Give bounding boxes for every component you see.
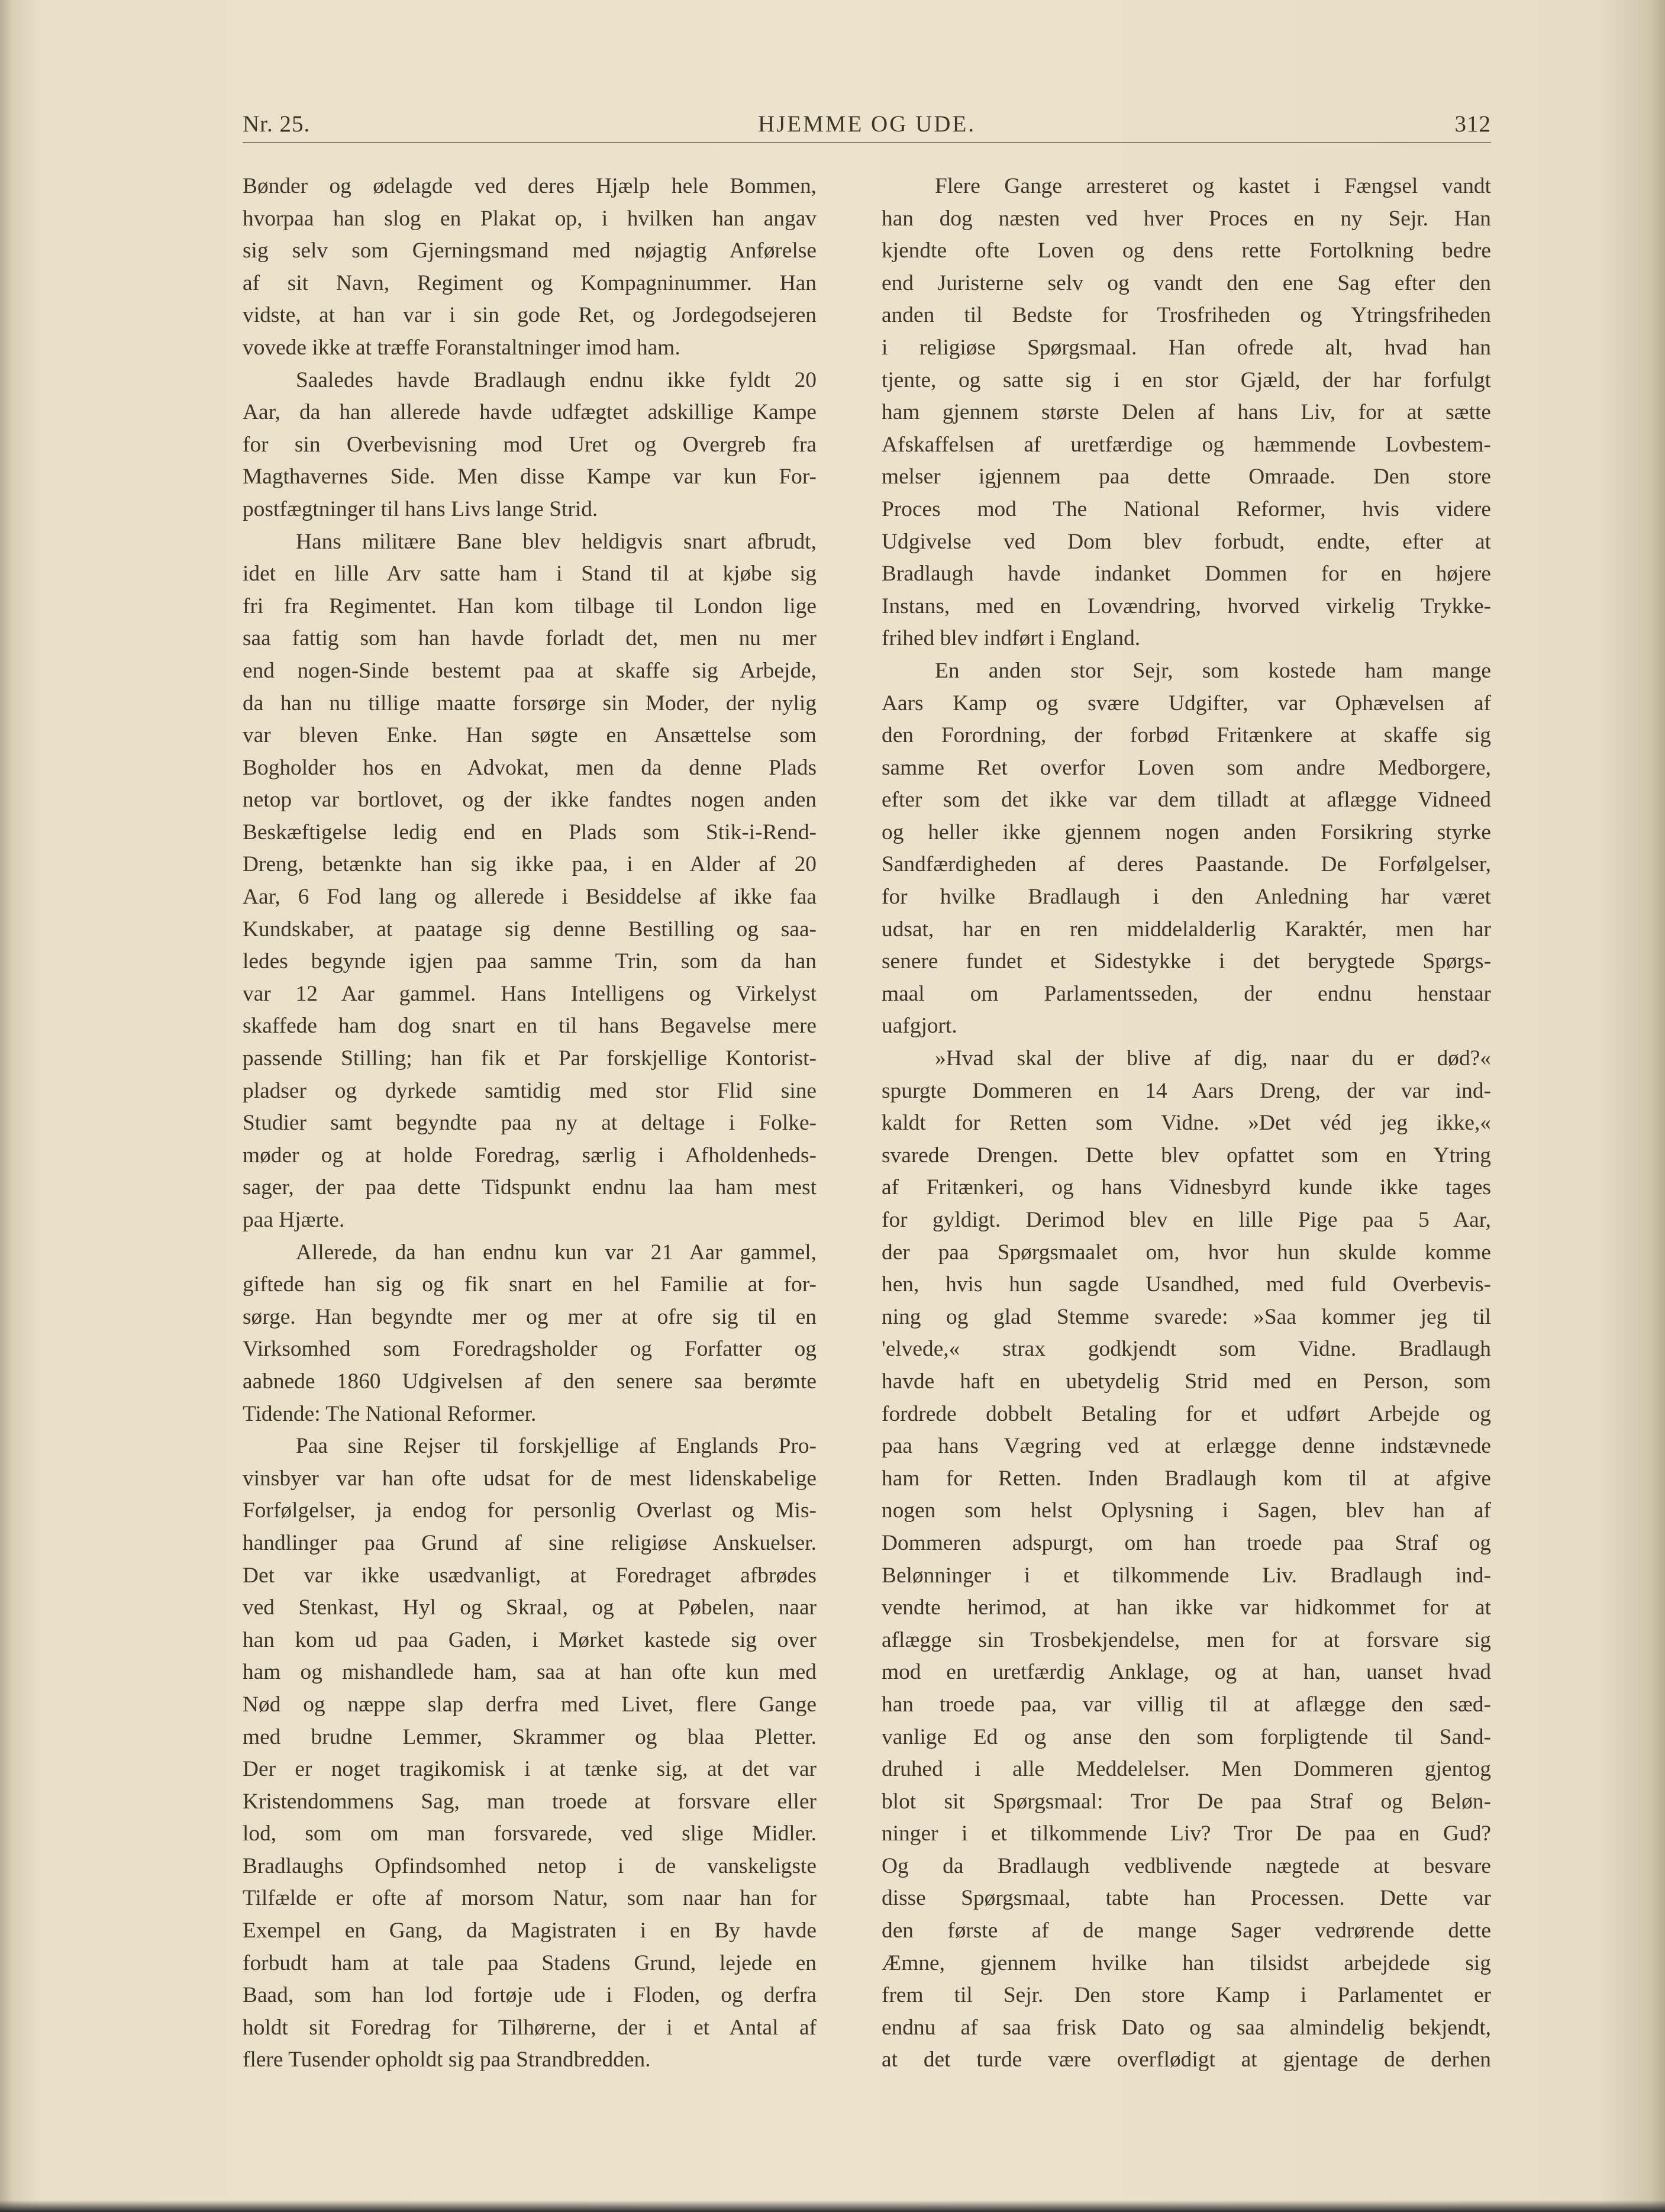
text-line: idet en lille Arv satte ham i Stand til at kjøbe sig — [243, 562, 817, 586]
text-line: pladser og dyrkede samtidig med stor Flid sine — [243, 1078, 817, 1103]
text-line: end nogen-Sinde bestemt paa at skaffe sig Arbejde, — [243, 658, 817, 683]
text-line: Udgivelse ved Dom blev forbudt, endte, efter at — [882, 529, 1491, 554]
text-line: Sandfærdigheden af deres Paastande. De Forfølgelser, — [882, 852, 1491, 877]
text-line: Bradlaughs Opfindsomhed netop i de vanskeligste — [243, 1853, 817, 1878]
text-line: for gyldigt. Derimod blev en lille Pige paa 5 Aar, — [882, 1208, 1491, 1232]
text-line: nogen som helst Oplysning i Sagen, blev han af — [882, 1498, 1491, 1523]
text-line: med brudne Lemmer, Skrammer og blaa Pletter. — [243, 1724, 817, 1749]
text-line: aflægge sin Trosbekjendelse, men for at forsvare sig — [882, 1627, 1491, 1652]
text-line: Nød og næppe slap derfra med Livet, flere Gange — [243, 1692, 817, 1717]
text-line: Dreng, betænkte han sig ikke paa, i en Alder af 20 — [243, 852, 817, 877]
text-line: var bleven Enke. Han søgte en Ansættelse som — [243, 723, 817, 748]
text-line: Flere Gange arresteret og kastet i Fængsel vandt — [935, 174, 1491, 198]
text-line: end Juristerne selv og vandt den ene Sag efter den — [882, 270, 1491, 295]
text-line: Aars Kamp og svære Udgifter, var Ophævelsen af — [882, 691, 1491, 715]
text-line: efter som det ikke var dem tilladt at aflægge Vidneed — [882, 788, 1491, 812]
text-line: Dommeren adspurgt, om han troede paa Straf og — [882, 1530, 1491, 1555]
text-line: Og da Bradlaugh vedblivende nægtede at besvare — [882, 1853, 1491, 1878]
text-line: Magthavernes Side. Men disse Kampe var kun For- — [243, 465, 817, 489]
text-line: Kundskaber, at paatage sig denne Bestilling og saa- — [243, 917, 817, 941]
text-line: var 12 Aar gammel. Hans Intelligens og Virkelyst — [243, 981, 817, 1006]
text-line: passende Stilling; han fik et Par forskjellige Kontorist- — [243, 1046, 817, 1071]
right-column — [882, 170, 1491, 2076]
text-line: maal om Parlamentsseden, der endnu henstaar — [882, 981, 1491, 1006]
text-line: vinsbyer var han ofte udsat for de mest lidenskabelige — [243, 1466, 817, 1491]
text-line: uafgjort. — [882, 1014, 957, 1039]
text-line: sig selv som Gjerningsmand med nøjagtig Anførelse — [243, 238, 817, 263]
text-line: Tidende: The National Reformer. — [243, 1401, 537, 1426]
text-line: for sin Overbevisning mod Uret og Overgreb fra — [243, 432, 817, 457]
text-line: af Fritænkeri, og hans Vidnesbyrd kunde ikke tages — [882, 1175, 1491, 1200]
text-line: udsat, har en ren middelalderlig Karaktér, men har — [882, 917, 1491, 941]
text-line: frihed blev indført i England. — [882, 626, 1141, 651]
text-line: disse Spørgsmaal, tabte han Processen. Dette var — [882, 1886, 1491, 1911]
text-line: Aar, 6 Fod lang og allerede i Besiddelse af ikke faa — [243, 885, 817, 910]
text-line: vidste, at han var i sin gode Ret, og Jordegodsejeren — [243, 303, 817, 328]
text-line: der paa Spørgsmaalet om, hvor hun skulde komme — [882, 1240, 1491, 1265]
issue-number: Nr. 25. — [243, 111, 311, 137]
text-line: postfægtninger til hans Livs lange Strid. — [243, 496, 598, 521]
text-line: møder og at holde Foredrag, særlig i Afholdenheds- — [243, 1143, 817, 1168]
text-line: ved Stenkast, Hyl og Skraal, og at Pøbelen, naar — [243, 1595, 817, 1620]
text-line: blot sit Spørgsmaal: Tror De paa Straf og Beløn- — [882, 1789, 1491, 1814]
text-line: Der er noget tragikomisk i at tænke sig, at det var — [243, 1757, 817, 1782]
page-bottom-edge — [0, 2200, 1665, 2212]
text-line: Bogholder hos en Advokat, men da denne Plads — [243, 755, 817, 780]
text-line: vendte herimod, at han ikke var hidkommet for at — [882, 1595, 1491, 1620]
text-line: Studier samt begyndte paa ny at deltage i Folke- — [243, 1111, 817, 1136]
left-column — [243, 170, 817, 2076]
text-line: Belønninger i et tilkommende Liv. Bradlaugh ind- — [882, 1563, 1491, 1588]
text-line: Bønder og ødelagde ved deres Hjælp hele Bommen, — [243, 174, 817, 198]
text-line: da han nu tillige maatte forsørge sin Moder, der nylig — [243, 691, 817, 715]
text-line: Afskaffelsen af uretfærdige og hæmmende Lovbestem- — [882, 432, 1491, 457]
text-line: paa hans Vægring ved at erlægge denne indstævnede — [882, 1434, 1491, 1459]
text-line: spurgte Dommeren en 14 Aars Dreng, der var ind- — [882, 1078, 1491, 1103]
text-line: tjente, og satte sig i en stor Gjæld, der har forfulgt — [882, 367, 1491, 392]
text-line: skaffede ham dog snart en til hans Begavelse mere — [243, 1014, 817, 1039]
text-line: anden til Bedste for Trosfriheden og Ytringsfriheden — [882, 303, 1491, 328]
page-number: 312 — [1454, 111, 1491, 137]
text-line: ning og glad Stemme svarede: »Saa kommer jeg til — [882, 1304, 1491, 1329]
text-line: saa fattig som han havde forladt det, men nu mer — [243, 626, 817, 651]
text-line: at det turde være overflødigt at gjentage de derhen — [882, 2047, 1491, 2072]
text-line: forbudt ham at tale paa Stadens Grund, lejede en — [243, 1950, 817, 1975]
text-line: han dog næsten ved hver Proces en ny Sejr. Han — [882, 206, 1491, 231]
text-line: vovede ikke at træffe Foranstaltninger imod ham. — [243, 335, 680, 360]
text-line: ham og mishandlede ham, saa at han ofte kun med — [243, 1660, 817, 1685]
text-line: ninger i et tilkommende Liv? Tror De paa en Gud? — [882, 1821, 1491, 1846]
text-line: Forfølgelser, ja endog for personlig Overlast og Mis- — [243, 1498, 817, 1523]
text-line: havde haft en ubetydelig Strid med en Person, som — [882, 1369, 1491, 1394]
text-line: netop var bortlovet, og der ikke fandtes nogen anden — [243, 788, 817, 812]
text-line: Proces mod The National Reformer, hvis videre — [882, 496, 1491, 521]
text-line: ledes begynde igjen paa samme Trin, som da han — [243, 949, 817, 974]
text-line: Æmne, gjennem hvilke han tilsidst arbejdede sig — [882, 1950, 1491, 1975]
text-line: Baad, som han lod fortøje ude i Floden, og derfra — [243, 1983, 817, 2008]
text-line: Tilfælde er ofte af morsom Natur, som naar han for — [243, 1886, 817, 1911]
text-line: Exempel en Gang, da Magistraten i en By havde — [243, 1918, 817, 1943]
text-line: En anden stor Sejr, som kostede ham mange — [935, 658, 1491, 683]
text-line: Bradlaugh havde indanket Dommen for en højere — [882, 562, 1491, 586]
publication-title: HJEMME OG UDE. — [757, 111, 976, 137]
text-line: 'elvede,« strax godkjendt som Vidne. Bradlaugh — [882, 1337, 1491, 1362]
text-line: paa Hjærte. — [243, 1208, 345, 1232]
text-line: melser igjennem paa dette Omraade. Den store — [882, 465, 1491, 489]
text-line: hen, hvis hun sagde Usandhed, med fuld Overbevis- — [882, 1272, 1491, 1297]
text-line: af sit Navn, Regiment og Kompagninummer. Han — [243, 270, 817, 295]
text-line: vanlige Ed og anse den som forpligtende til Sand- — [882, 1724, 1491, 1749]
text-line: for hvilke Bradlaugh i den Anledning har været — [882, 885, 1491, 910]
text-line: ham for Retten. Inden Bradlaugh kom til at afgive — [882, 1466, 1491, 1491]
text-line: Kristendommens Sag, man troede at forsvare eller — [243, 1789, 817, 1814]
text-line: druhed i alle Meddelelser. Men Dommeren gjentog — [882, 1757, 1491, 1782]
text-line: Saaledes havde Bradlaugh endnu ikke fyldt 20 — [296, 367, 817, 392]
text-line: senere fundet et Sidestykke i det berygtede Spørgs- — [882, 949, 1491, 974]
text-line: og heller ikke gjennem nogen anden Forsikring styrke — [882, 820, 1491, 844]
text-line: giftede han sig og fik snart en hel Familie at for- — [243, 1272, 817, 1297]
text-line: svarede Drengen. Dette blev opfattet som en Ytring — [882, 1143, 1491, 1168]
text-line: han kom ud paa Gaden, i Mørket kastede sig over — [243, 1627, 817, 1652]
text-line: den første af de mange Sager vedrørende dette — [882, 1918, 1491, 1943]
text-line: den Forordning, der forbød Fritænkere at skaffe sig — [882, 723, 1491, 748]
text-line: Instans, med en Lovændring, hvorved virkelig Trykke- — [882, 594, 1491, 618]
text-line: mod en uretfærdig Anklage, og at han, uanset hvad — [882, 1660, 1491, 1685]
text-line: aabnede 1860 Udgivelsen af den senere saa berømte — [243, 1369, 817, 1394]
text-line: Paa sine Rejser til forskjellige af Englands Pro- — [296, 1434, 817, 1459]
text-line: Allerede, da han endnu kun var 21 Aar gammel, — [296, 1240, 817, 1265]
text-line: »Hvad skal der blive af dig, naar du er død?« — [935, 1046, 1491, 1071]
text-line: i religiøse Spørgsmaal. Han ofrede alt, hvad han — [882, 335, 1491, 360]
text-line: Beskæftigelse ledig end en Plads som Stik-i-Rend- — [243, 820, 817, 844]
text-line: kaldt for Retten som Vidne. »Det véd jeg ikke,« — [882, 1111, 1491, 1136]
text-line: holdt sit Foredrag for Tilhørerne, der i et Antal af — [243, 2015, 817, 2040]
text-line: samme Ret overfor Loven som andre Medborgere, — [882, 755, 1491, 780]
text-line: hvorpaa han slog en Plakat op, i hvilken han angav — [243, 206, 817, 231]
text-line: Det var ikke usædvanligt, at Foredraget afbrødes — [243, 1563, 817, 1588]
text-line: sager, der paa dette Tidspunkt endnu laa ham mest — [243, 1175, 817, 1200]
text-line: Virksomhed som Foredragsholder og Forfatter og — [243, 1337, 817, 1362]
text-line: Aar, da han allerede havde udfægtet adskillige Kampe — [243, 400, 817, 425]
text-line: fri fra Regimentet. Han kom tilbage til London lige — [243, 594, 817, 618]
text-line: frem til Sejr. Den store Kamp i Parlamentet er — [882, 1983, 1491, 2008]
text-line: endnu af saa frisk Dato og saa almindelig bekjendt, — [882, 2015, 1491, 2040]
text-line: flere Tusender opholdt sig paa Strandbredden. — [243, 2047, 651, 2072]
text-line: sørge. Han begyndte mer og mer at ofre sig til en — [243, 1304, 817, 1329]
text-line: kjendte ofte Loven og dens rette Fortolkning bedre — [882, 238, 1491, 263]
text-line: han troede paa, var villig til at aflægge den sæd- — [882, 1692, 1491, 1717]
text-line: ham gjennem største Delen af hans Liv, for at sætte — [882, 400, 1491, 425]
text-line: Hans militære Bane blev heldigvis snart afbrudt, — [296, 529, 817, 554]
page-header — [243, 107, 1491, 143]
text-line: lod, som om man forsvarede, ved slige Midler. — [243, 1821, 817, 1846]
text-line: handlinger paa Grund af sine religiøse Anskuelser. — [243, 1530, 817, 1555]
text-line: fordrede dobbelt Betaling for et udført Arbejde og — [882, 1401, 1491, 1426]
